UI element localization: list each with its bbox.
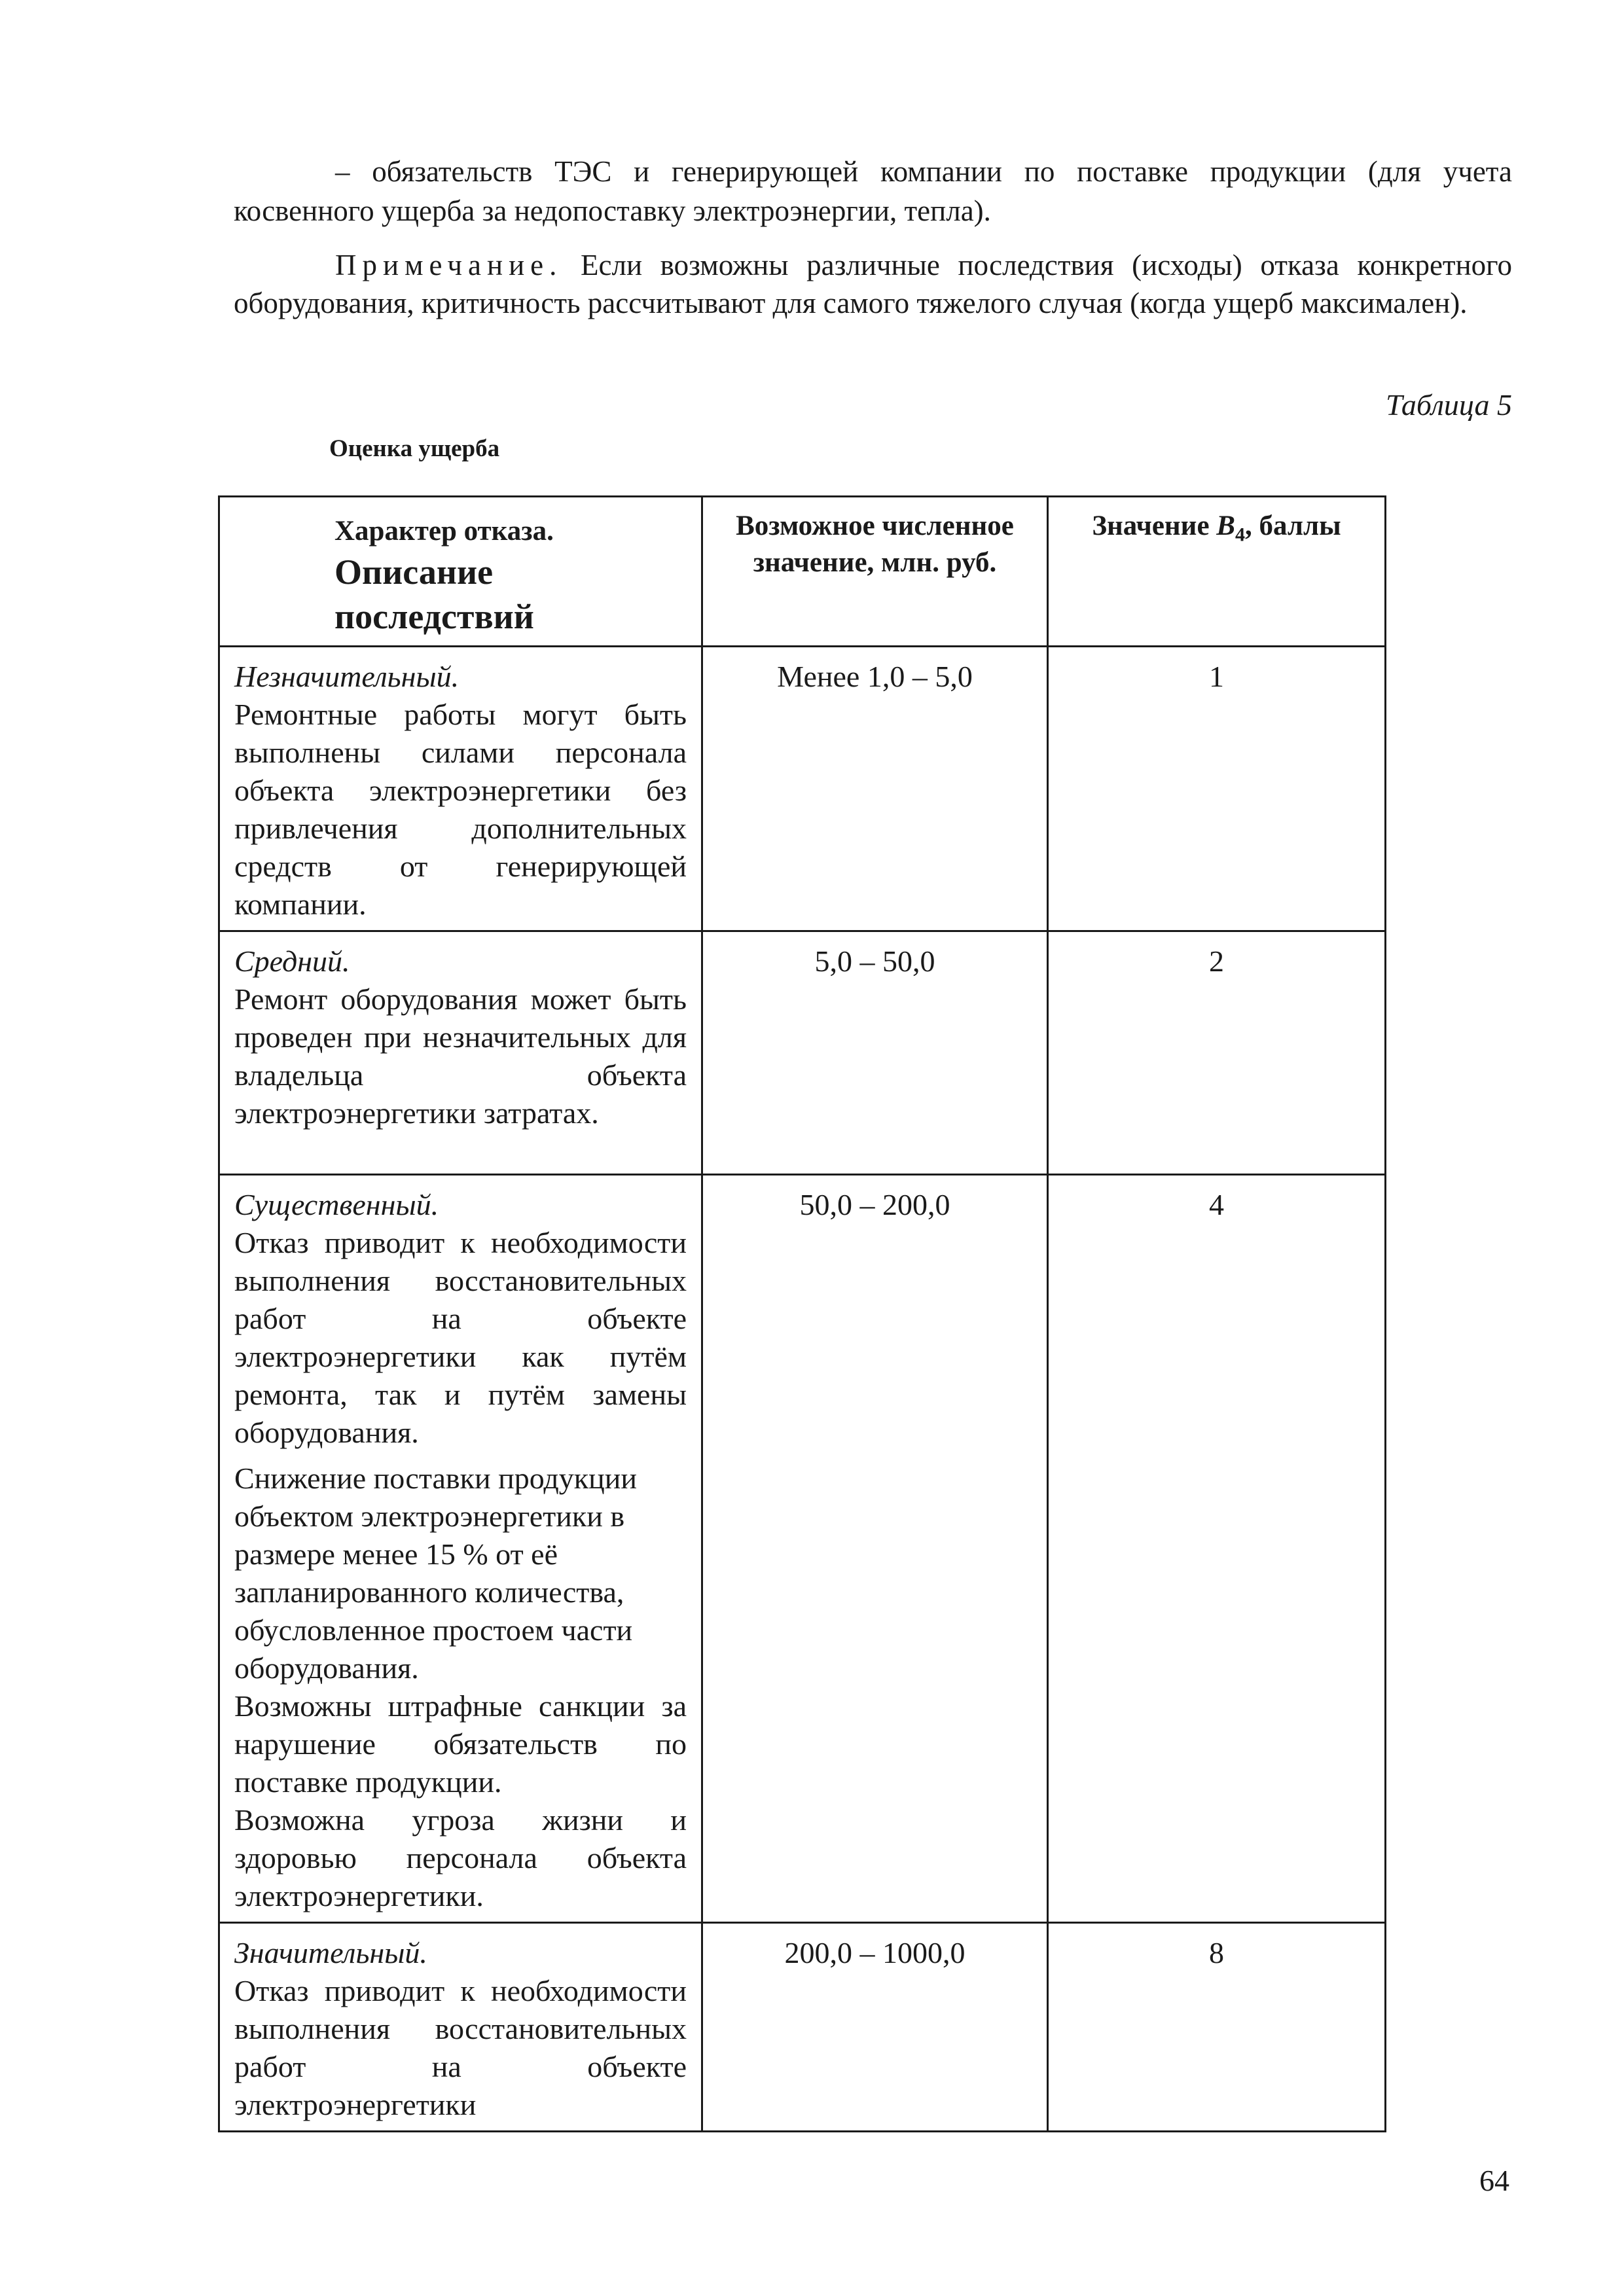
damage-table [218,495,1386,2132]
note-text: Если возможны различные последствия (исходы) отказа конкретного оборудования, критичность рассчитывают для самого тяжелого случая (когда ущерб максимален). [234,249,1512,319]
note-label: Примечание. [335,249,563,281]
row-score: 2 [1048,931,1386,1175]
level-label: Незначительный. [234,660,460,693]
table-header-row [219,497,1386,647]
table-row [219,1175,1386,1923]
table-title: Оценка ущерба [329,435,500,462]
row-description: Средний. Ремонт оборудования может быть проведен при незначительных для владельца объекта электроэнергетики затратах. [219,931,702,1175]
row-value: 5,0 – 50,0 [702,931,1048,1175]
level-label: Значительный. [234,1936,427,1969]
level-label: Средний. [234,944,350,978]
row-score: 4 [1048,1175,1386,1923]
row-score: 1 [1048,647,1386,931]
row-description: Значительный. Отказ приводит к необходимости выполнения восстановительных работ на объекте электроэнергетики [219,1923,702,2132]
intro-paragraph: – обязательств ТЭС и генерирующей компании по поставке продукции (для учета косвенного ущерба за недопоставку электроэнергии, тепла). [234,155,1512,227]
header-description: Характер отказа. Описание последствий [219,497,702,647]
table-row [219,647,1386,931]
row-value: Менее 1,0 – 5,0 [702,647,1048,931]
table-row [219,1923,1386,2132]
page-number: 64 [1479,2164,1509,2197]
note-paragraph [234,246,1512,322]
level-label: Существенный. [234,1188,439,1221]
table-caption: Таблица 5 [1385,388,1512,422]
table-row [219,931,1386,1175]
header-score: Значение $B_4$, баллы [1048,497,1386,647]
header-value: Возможное численное значение, млн. руб. [702,497,1048,647]
row-value: 200,0 – 1000,0 [702,1923,1048,2132]
row-value: 50,0 – 200,0 [702,1175,1048,1923]
row-description: Незначительный. Ремонтные работы могут быть выполнены силами персонала объекта электроэнергетики без привлечения дополнительных средств от генерирующей компании. [219,647,702,931]
row-description: Существенный. Отказ приводит к необходимости выполнения восстановительных работ на объекте электроэнергетики как путём ремонта, так и путём замены оборудования. Снижение поставки продукции объектом электроэнергетики в размере менее 15 % от её запланированного количества, обусловленное простоем части оборудования. Возможны штрафные санкции за нарушение обязательств по поставке продукции. Возможна угроза жизни и здоровью персонала объекта электроэнергетики. [219,1175,702,1923]
row-score: 8 [1048,1923,1386,2132]
